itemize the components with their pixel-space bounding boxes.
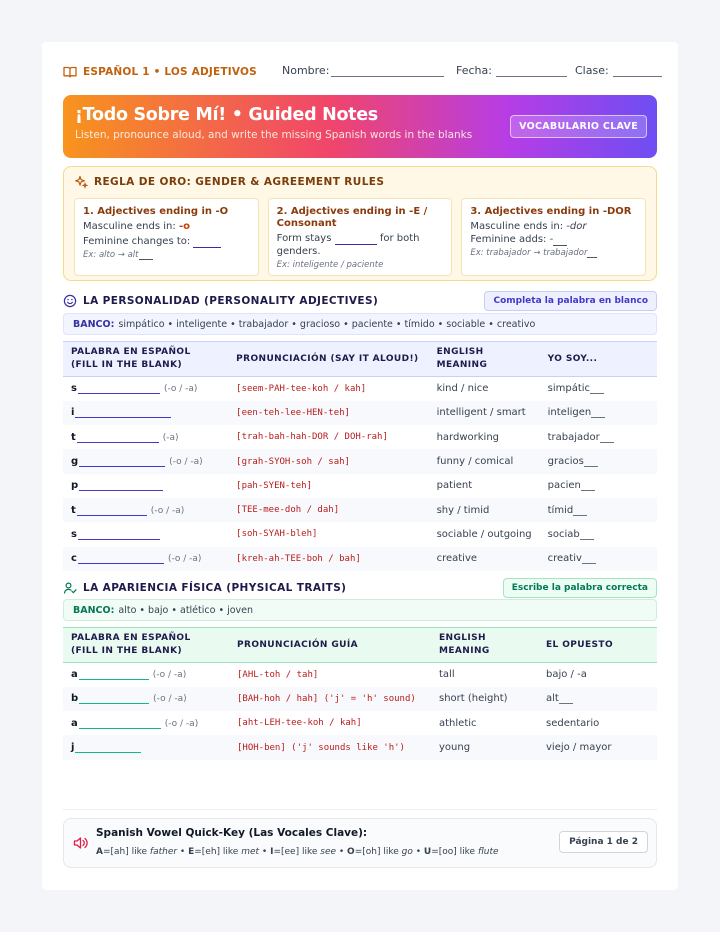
- page-number: Página 1 de 2: [559, 831, 648, 853]
- rule-text: Masculine ends in:: [83, 221, 176, 232]
- word-first-letter: j: [71, 742, 75, 754]
- footer-divider: [63, 809, 657, 810]
- appearance-word-bank: [63, 599, 657, 621]
- gender-rules-box: [63, 166, 657, 281]
- table-row: [63, 498, 657, 522]
- word-blank[interactable]: [77, 506, 147, 516]
- bank-words: simpático • inteligente • trabajador • gracioso • paciente • tímido • sociable • creativo: [118, 319, 536, 330]
- yo-soy-stem: sociab: [547, 528, 580, 540]
- ending-blank[interactable]: [590, 384, 604, 394]
- smile-icon: [63, 294, 77, 308]
- speaker-icon: [73, 836, 89, 850]
- date-field[interactable]: [456, 64, 567, 77]
- yo-soy-stem: pacien: [547, 480, 581, 492]
- table-row: [63, 425, 657, 449]
- meaning-cell: tall: [439, 669, 455, 681]
- opposite-cell: [538, 663, 657, 687]
- table-row: [63, 711, 657, 735]
- ending-blank[interactable]: [581, 481, 595, 491]
- word-blank[interactable]: [75, 743, 141, 753]
- table-row: [63, 735, 657, 759]
- table-row: [63, 401, 657, 425]
- yo-soy-stem: inteligen: [547, 407, 592, 419]
- pronunciation-cell: [soh-SYAH-bleh]: [236, 529, 318, 540]
- pronunciation-cell: [kreh-ah-TEE-boh / bah]: [236, 553, 361, 564]
- vowel-key-title: Spanish Vowel Quick-Key (Las Vocales Clave):: [96, 827, 368, 839]
- rule-card-title: 1. Adjectives ending in -O: [83, 206, 229, 217]
- rule-example: Ex: inteligente / paciente: [276, 260, 384, 270]
- pronunciation-cell: [AHL-toh / tah]: [237, 669, 319, 680]
- rule-blank[interactable]: [587, 250, 597, 258]
- column-header: YO SOY...: [547, 353, 598, 364]
- word-blank[interactable]: [77, 433, 159, 443]
- opposite-word: alt: [546, 693, 559, 705]
- yo-soy-cell: [540, 498, 657, 522]
- rule-card-o: [74, 198, 259, 276]
- personality-title: LA PERSONALIDAD (PERSONALITY ADJECTIVES): [83, 295, 379, 307]
- ending-blank[interactable]: [573, 506, 587, 516]
- vowel-sound: =[oh] like: [354, 847, 402, 857]
- gender-suffix: (-o / -a): [164, 718, 199, 729]
- opposite-cell: [538, 735, 657, 759]
- opposite-cell: [538, 711, 657, 735]
- ending-blank[interactable]: [591, 408, 605, 418]
- word-first-letter: t: [71, 504, 76, 516]
- table-row: [63, 449, 657, 473]
- word-first-letter: i: [71, 407, 75, 419]
- ending-blank[interactable]: [559, 694, 573, 704]
- column-header: PALABRA EN ESPAÑOL (FILL IN THE BLANK): [71, 633, 191, 656]
- pronunciation-cell: [trah-bah-hah-DOR / DOH-rah]: [236, 432, 388, 443]
- word-first-letter: a: [71, 717, 78, 729]
- yo-soy-cell: [540, 547, 657, 571]
- word-blank[interactable]: [78, 530, 160, 540]
- word-first-letter: b: [71, 693, 79, 705]
- pronunciation-cell: [TEE-mee-doh / dah]: [236, 505, 340, 516]
- pronunciation-cell: [een-teh-lee-HEN-teh]: [236, 407, 350, 418]
- class-line[interactable]: [613, 64, 662, 77]
- class-field[interactable]: [575, 64, 662, 77]
- meaning-cell: creative: [436, 553, 478, 565]
- name-line[interactable]: [331, 64, 444, 77]
- vowel-separator: •: [177, 847, 189, 857]
- word-cell: [63, 401, 228, 425]
- rule-card-title: 2. Adjectives ending in -E / Consonant: [276, 206, 428, 229]
- pronunciation-cell: [HOH-ben] ('j' sounds like 'h'): [237, 742, 405, 753]
- rule-card-title: 3. Adjectives ending in -DOR: [470, 206, 632, 217]
- vowel-example: met: [241, 847, 260, 857]
- yo-soy-stem: creativ: [547, 553, 582, 565]
- meaning-cell: intelligent / smart: [436, 407, 526, 419]
- personality-word-bank: [63, 313, 657, 335]
- rules-title: REGLA DE ORO: GENDER & AGREEMENT RULES: [94, 176, 385, 188]
- gender-suffix: (-o / -a): [150, 505, 185, 516]
- appearance-section-header: [63, 578, 657, 598]
- rule-text: Masculine ends in:: [470, 221, 564, 232]
- name-field[interactable]: [282, 64, 444, 77]
- rule-blank[interactable]: [139, 252, 153, 260]
- vowel-example: go: [401, 847, 413, 857]
- word-cell: [63, 711, 229, 735]
- date-label: Fecha:: [456, 64, 492, 77]
- appearance-title: LA APARIENCIA FÍSICA (PHYSICAL TRAITS): [83, 582, 347, 594]
- vowel-separator: •: [412, 847, 424, 857]
- name-label: Nombre:: [282, 64, 330, 77]
- meaning-cell: hardworking: [436, 431, 500, 443]
- word-cell: [63, 547, 228, 571]
- pronunciation-cell: [grah-SYOH-soh / sah]: [236, 456, 350, 467]
- rule-text: Feminine adds:: [470, 234, 547, 245]
- table-row: [63, 522, 657, 546]
- word-first-letter: a: [71, 669, 78, 681]
- rules-heading: [74, 175, 646, 189]
- meaning-cell: sociable / outgoing: [436, 528, 532, 540]
- vocabulario-clave-button[interactable]: VOCABULARIO CLAVE: [510, 115, 647, 138]
- rule-example: Ex: trabajador → trabajador: [470, 248, 588, 258]
- pronunciation-cell: [seem-PAH-tee-koh / kah]: [236, 383, 367, 394]
- vowel-sound: =[ee] like: [273, 847, 321, 857]
- column-header: PALABRA EN ESPAÑOL (FILL IN THE BLANK): [71, 347, 191, 370]
- date-line[interactable]: [496, 64, 567, 77]
- word-cell: [63, 498, 228, 522]
- vowel-example: flute: [477, 847, 499, 857]
- word-first-letter: t: [71, 431, 76, 443]
- word-cell: [63, 687, 229, 711]
- bank-label: BANCO:: [73, 605, 115, 616]
- vowel-key-list: [96, 847, 499, 857]
- rule-example: Ex: alto → alt: [83, 250, 139, 260]
- pronunciation-cell: [aht-LEH-tee-koh / kah]: [237, 718, 362, 729]
- column-header: EL OPUESTO: [546, 639, 613, 650]
- vowel-quick-key: [63, 818, 657, 868]
- vowel-separator: •: [336, 847, 348, 857]
- course-title: ESPAÑOL 1 • LOS ADJETIVOS: [83, 66, 257, 78]
- vowel-sound: =[oo] like: [431, 847, 478, 857]
- table-header-row: [63, 342, 657, 377]
- vowel-example: see: [320, 847, 337, 857]
- meaning-cell: short (height): [439, 693, 508, 705]
- gender-suffix: (-o / -a): [169, 457, 203, 468]
- meaning-cell: kind / nice: [436, 383, 489, 395]
- bank-label: BANCO:: [73, 319, 115, 330]
- vowel-letter: A: [96, 847, 103, 857]
- table-row: [63, 547, 657, 571]
- column-header: ENGLISH MEANING: [436, 347, 488, 370]
- personality-section-header: [63, 291, 657, 311]
- rule-text: Feminine changes to:: [83, 236, 191, 247]
- vowel-sound: =[ah] like: [102, 847, 150, 857]
- meaning-cell: young: [439, 742, 471, 754]
- opposite-word: bajo / -a: [546, 669, 587, 681]
- word-cell: [63, 377, 228, 401]
- table-row: [63, 663, 657, 687]
- ending-blank[interactable]: [580, 530, 594, 540]
- course-label: [63, 66, 257, 78]
- pronunciation-cell: [pah-SYEN-teh]: [236, 480, 313, 491]
- appearance-badge: Escribe la palabra correcta: [503, 578, 657, 598]
- ending-blank[interactable]: [582, 554, 596, 564]
- word-cell: [63, 449, 228, 473]
- rule-blank[interactable]: [193, 239, 221, 248]
- book-icon: [63, 66, 77, 78]
- yo-soy-stem: simpátic: [547, 383, 591, 395]
- yo-soy-cell: [540, 425, 657, 449]
- yo-soy-stem: trabajador: [547, 431, 600, 443]
- rule-blank[interactable]: [553, 237, 567, 246]
- user-check-icon: [63, 581, 77, 595]
- page-title: ¡Todo Sobre Mí! • Guided Notes: [75, 105, 378, 125]
- yo-soy-stem: gracios: [547, 456, 584, 468]
- word-cell: [63, 425, 228, 449]
- pronunciation-cell: [BAH-hoh / hah] ('j' = 'h' sound): [237, 693, 416, 704]
- column-header: PRONUNCIACIÓN (SAY IT ALOUD!): [236, 353, 419, 364]
- word-blank[interactable]: [78, 384, 160, 394]
- rule-ending: -o: [178, 221, 190, 232]
- meaning-cell: shy / timid: [436, 504, 490, 516]
- word-blank[interactable]: [79, 457, 165, 467]
- yo-soy-cell: [540, 449, 657, 473]
- table-row: [63, 687, 657, 711]
- table-row: [63, 474, 657, 498]
- word-first-letter: g: [71, 456, 79, 468]
- word-first-letter: c: [71, 553, 77, 565]
- vowel-letter: O: [347, 847, 355, 857]
- rule-ending: -dor: [566, 221, 587, 232]
- opposite-word: sedentario: [546, 717, 600, 729]
- rule-card-e: [268, 198, 453, 276]
- page-subtitle: Listen, pronounce aloud, and write the missing Spanish words in the blanks: [75, 129, 473, 141]
- gender-suffix: (-o / -a): [153, 694, 187, 705]
- yo-soy-stem: tímid: [547, 504, 574, 516]
- class-label: Clase:: [575, 64, 609, 77]
- yo-soy-cell: [540, 401, 657, 425]
- word-cell: [63, 474, 228, 498]
- worksheet-page: [42, 42, 678, 890]
- word-first-letter: p: [71, 480, 79, 492]
- vowel-example: father: [149, 847, 178, 857]
- word-cell: [63, 735, 229, 759]
- sparkle-icon: [74, 175, 88, 189]
- column-header: PRONUNCIACIÓN GUÍA: [237, 639, 358, 650]
- personality-badge: Completa la palabra en blanco: [484, 291, 657, 311]
- personality-table: [63, 341, 657, 571]
- opposite-cell: [538, 687, 657, 711]
- gender-suffix: (-o / -a): [152, 670, 187, 681]
- word-first-letter: s: [71, 383, 77, 395]
- rule-text: for both genders.: [276, 233, 420, 257]
- worksheet-header: [63, 42, 657, 100]
- word-blank[interactable]: [78, 554, 164, 564]
- word-cell: [63, 663, 229, 687]
- ending-blank[interactable]: [584, 457, 598, 467]
- table-row: [63, 377, 657, 401]
- ending-blank[interactable]: [600, 433, 614, 443]
- opposite-word: viejo / mayor: [546, 742, 612, 754]
- meaning-cell: patient: [436, 480, 473, 492]
- column-header: ENGLISH MEANING: [439, 633, 490, 656]
- word-cell: [63, 522, 228, 546]
- rule-blank[interactable]: [335, 236, 377, 245]
- yo-soy-cell: [540, 522, 657, 546]
- vowel-sound: =[eh] like: [194, 847, 242, 857]
- meaning-cell: athletic: [439, 717, 477, 729]
- vowel-separator: •: [259, 847, 271, 857]
- yo-soy-cell: [540, 474, 657, 498]
- rule-text: Form stays: [276, 233, 332, 244]
- gender-suffix: (-o / -a): [167, 554, 202, 565]
- word-blank[interactable]: [75, 408, 171, 418]
- gender-suffix: (-a): [162, 432, 179, 443]
- vowel-letter: U: [423, 847, 432, 857]
- word-first-letter: s: [71, 528, 77, 540]
- yo-soy-cell: [540, 377, 657, 401]
- rule-card-dor: 3. Adjectives ending in -DOR Masculine ends in: -dor Feminine adds: - Ex: trabajador → trabajador: [461, 198, 646, 276]
- word-blank[interactable]: [79, 481, 163, 491]
- word-blank[interactable]: [79, 670, 149, 680]
- gender-suffix: (-o / -a): [163, 384, 198, 395]
- word-blank[interactable]: [79, 719, 161, 729]
- vowel-letter: E: [188, 847, 195, 857]
- vowel-letter: I: [270, 847, 274, 857]
- bank-words: alto • bajo • atlético • joven: [118, 605, 254, 616]
- appearance-table: [63, 627, 657, 760]
- table-header-row: [63, 628, 657, 663]
- meaning-cell: funny / comical: [436, 456, 514, 468]
- word-blank[interactable]: [79, 694, 149, 704]
- title-banner: [63, 95, 657, 158]
